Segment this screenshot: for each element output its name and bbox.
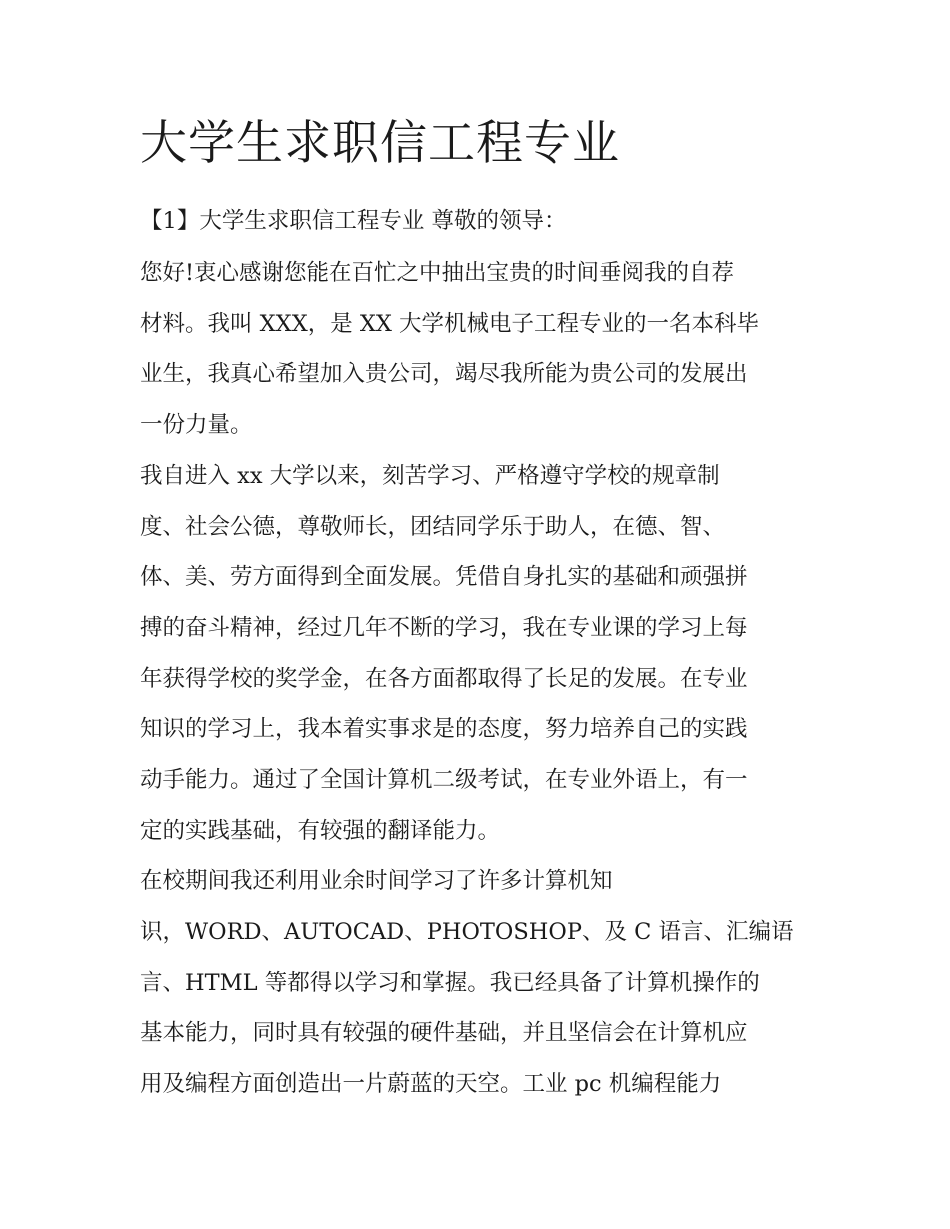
text-line: 搏的奋斗精神，经过几年不断的学习，我在专业课的学习上每	[140, 615, 748, 641]
text-line: 【1】大学生求职信工程专业 尊敬的领导：	[140, 208, 567, 234]
text-line: 动手能力。通过了全国计算机二级考试，在专业外语上，有一	[140, 767, 748, 793]
text-line: 材料。我叫 XXX，是 XX 大学机械电子工程专业的一名本科毕	[140, 311, 760, 337]
text-line: 度、社会公德，尊敬师长，团结同学乐于助人，在德、智、	[140, 514, 726, 540]
text-line: 识，WORD、AUTOCAD、PHOTOSHOP、及 C 语言、汇编语	[140, 919, 794, 945]
document-title: 大学生求职信工程专业	[140, 116, 620, 171]
text-line: 一份力量。	[140, 412, 253, 438]
text-line: 定的实践基础，有较强的翻译能力。	[140, 818, 501, 844]
text-line: 您好!衷心感谢您能在百忙之中抽出宝贵的时间垂阅我的自荐	[140, 260, 735, 286]
text-line: 业生，我真心希望加入贵公司，竭尽我所能为贵公司的发展出	[140, 361, 748, 387]
text-line: 知识的学习上，我本着实事求是的态度，努力培养自己的实践	[140, 716, 748, 742]
text-line: 用及编程方面创造出一片蔚蓝的天空。工业 pc 机编程能力	[140, 1071, 722, 1097]
text-line: 年获得学校的奖学金，在各方面都取得了长足的发展。在专业	[140, 666, 748, 692]
text-line: 我自进入 xx 大学以来，刻苦学习、严格遵守学校的规章制	[140, 463, 720, 489]
text-line: 在校期间我还利用业余时间学习了许多计算机知	[140, 868, 613, 894]
text-line: 体、美、劳方面得到全面发展。凭借自身扎实的基础和顽强拼	[140, 564, 748, 590]
text-line: 言、HTML 等都得以学习和掌握。我已经具备了计算机操作的	[140, 970, 760, 996]
text-line: 基本能力，同时具有较强的硬件基础，并且坚信会在计算机应	[140, 1020, 748, 1046]
